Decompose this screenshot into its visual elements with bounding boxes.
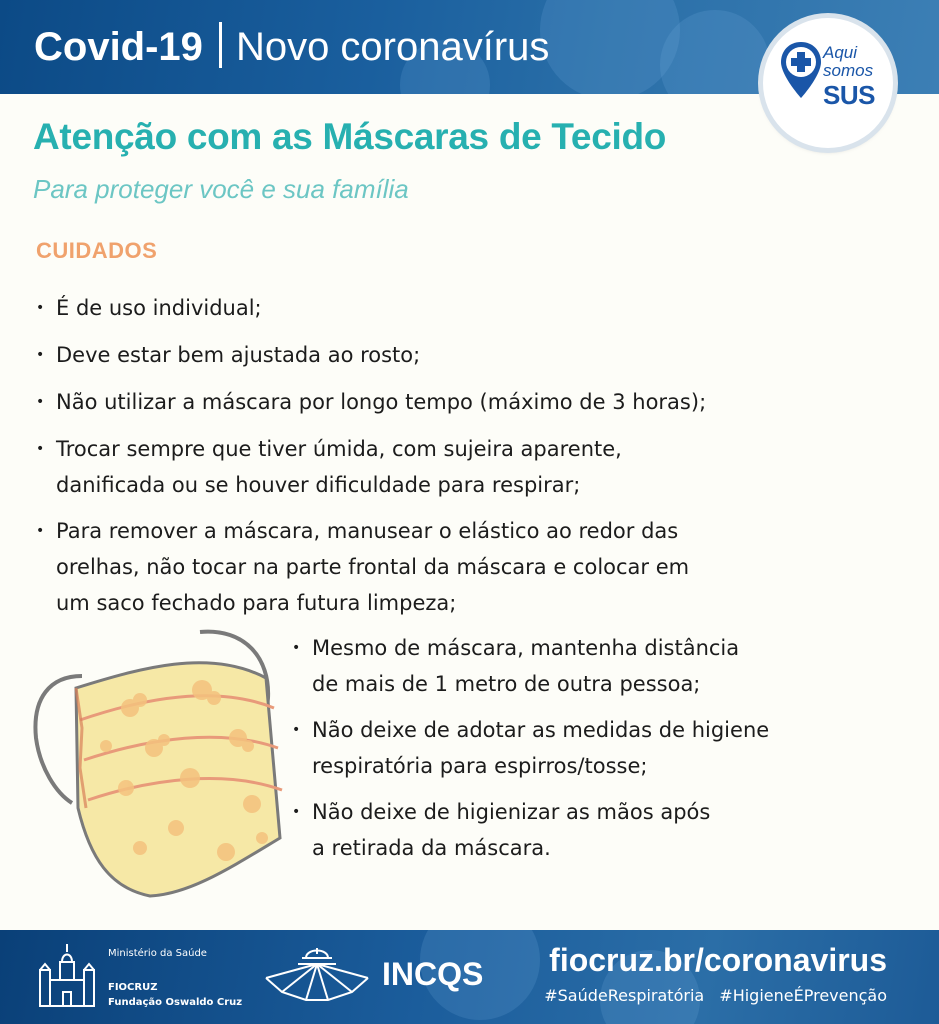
list-item-text: Para remover a máscara, manusear o elástico ao redor das orelhas, não tocar na parte frontal da máscara e colocar em um saco fechado para futura limpeza; [56,519,690,615]
list-item: • Não deixe de adotar as medidas de higiene respiratória para espirros/tosse; [292,712,769,784]
cloth-mask-illustration [30,628,290,898]
aqui-somos-sus-badge [763,18,893,148]
list-item: • Não deixe de higienizar as mãos após a retirada da máscara. [292,794,710,866]
list-item: • Trocar sempre que tiver úmida, com sujeira aparente, danificada ou se houver dificuldade para respirar; [36,431,622,503]
hashtags [534,986,887,1005]
page-title: Atenção com as Máscaras de Tecido [33,116,667,157]
footer-banner [0,930,939,1024]
incqs-logo-icon [262,944,372,1006]
list-item: • Não utilizar a máscara por longo tempo (máximo de 3 horas); [36,384,706,420]
header-title-rest: Novo coronavírus [235,25,550,69]
header-title [34,22,549,72]
list-item: • É de uso individual; [36,290,262,326]
list-item-text: Deve estar bem ajustada ao rosto; [56,343,421,367]
header-separator [219,22,222,68]
page-subtitle: Para proteger você e sua família [33,174,409,204]
list-item-text: É de uso individual; [56,296,262,320]
list-item-text: Mesmo de máscara, mantenha distância de mais de 1 metro de outra pessoa; [312,636,740,696]
section-title-cuidados: CUIDADOS [36,238,158,263]
ministry-label: Ministério da Saúde [108,948,207,959]
sus-badge-text [823,44,875,110]
badge-line-3: SUS [823,80,875,110]
badge-line-2: somos [823,61,874,80]
incqs-label: INCQS [382,956,484,992]
list-item: • Para remover a máscara, manusear o elástico ao redor das orelhas, não tocar na parte frontal da máscara e colocar em um saco fechado para futura limpeza; [36,513,689,621]
hashtag-higiene-prevencao: #HigieneÉPrevenção [719,986,887,1005]
hashtag-saude-respiratoria: #SaúdeRespiratória [544,986,705,1005]
fiocruz-label [108,980,242,1010]
list-item: • Deve estar bem ajustada ao rosto; [36,337,420,373]
header-title-covid: Covid-19 [34,25,203,69]
badge-line-1: Aqui [823,43,858,62]
health-cross-pin-icon [779,40,823,100]
fiocruz-full: Fundação Oswaldo Cruz [108,997,243,1008]
list-item: • Mesmo de máscara, mantenha distância de mais de 1 metro de outra pessoa; [292,630,739,702]
list-item-text: Não utilizar a máscara por longo tempo (máximo de 3 horas); [56,390,707,414]
list-item-text: Não deixe de adotar as medidas de higiene respiratória para espirros/tosse; [312,718,770,778]
fiocruz-castle-icon [34,940,100,1010]
fiocruz-url-link[interactable]: fiocruz.br/coronavirus [549,942,887,978]
fiocruz-short: FIOCRUZ [108,982,158,993]
list-item-text: Não deixe de higienizar as mãos após a retirada da máscara. [312,800,711,860]
list-item-text: Trocar sempre que tiver úmida, com sujeira aparente, danificada ou se houver dificuldade para respirar; [56,437,622,497]
